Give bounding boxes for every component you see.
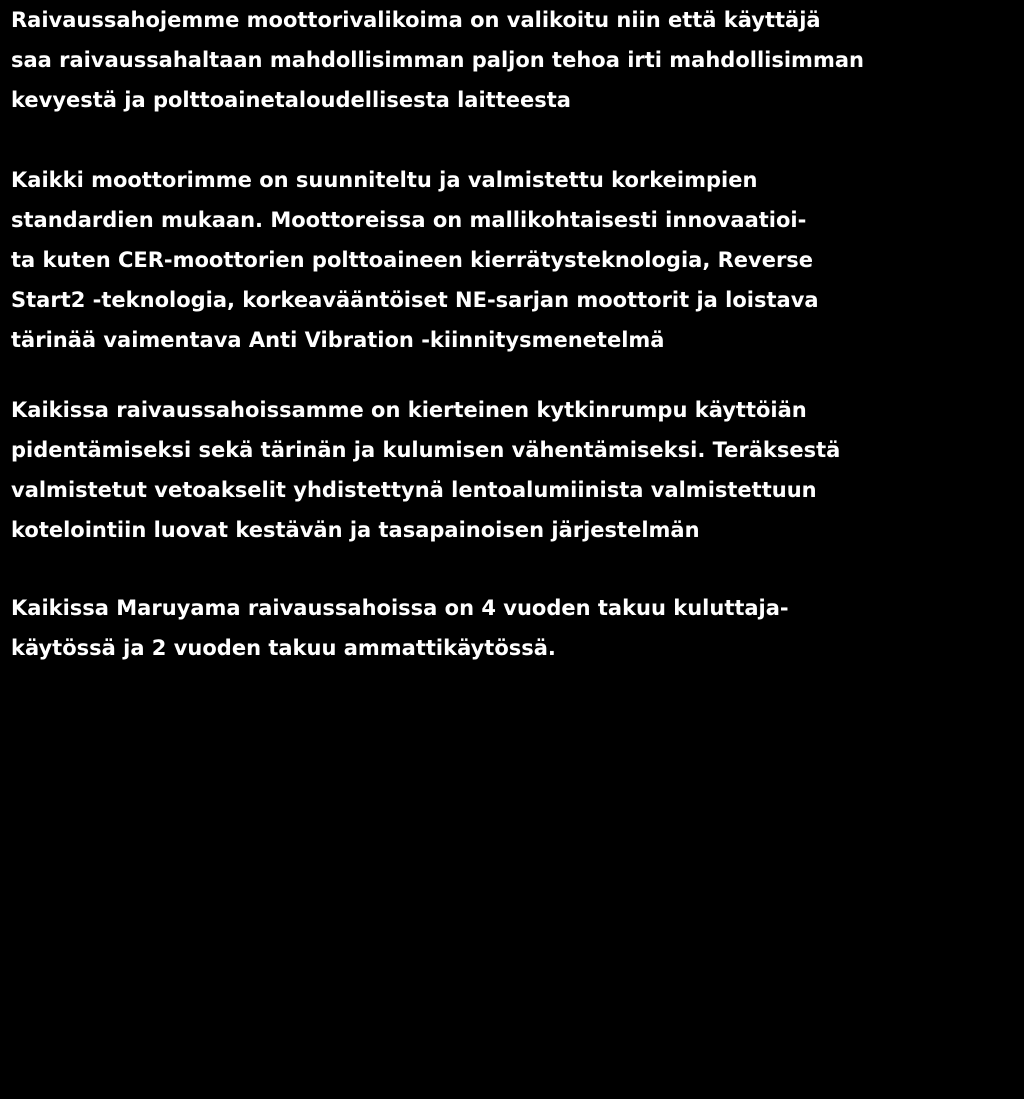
paragraph-engine-selection <box>11 0 1011 120</box>
text-line: ta kuten CER-moottorien polttoaineen kierrätysteknologia, Reverse <box>11 248 814 272</box>
text-line: standardien mukaan. Moottoreissa on mallikohtaisesti innovaatioi- <box>11 208 807 232</box>
text-line: Raivaussahojemme moottorivalikoima on valikoitu niin että käyttäjä <box>11 8 821 32</box>
paragraph-engine-standards <box>11 160 1011 360</box>
paragraph-clutch-drum <box>11 390 1011 550</box>
text-line: Kaikissa Maruyama raivaussahoissa on 4 vuoden takuu kuluttaja- <box>11 596 789 620</box>
text-line: tärinää vaimentava Anti Vibration -kiinnitysmenetelmä <box>11 328 665 352</box>
text-line: Start2 -teknologia, korkeavääntöiset NE-sarjan moottorit ja loistava <box>11 288 819 312</box>
text-line: Kaikki moottorimme on suunniteltu ja valmistettu korkeimpien <box>11 168 758 192</box>
text-line: valmistetut vetoakselit yhdistettynä lentoalumiinista valmistettuun <box>11 478 817 502</box>
text-line: kevyestä ja polttoainetaloudellisesta laitteesta <box>11 88 571 112</box>
paragraph-warranty <box>11 588 1011 668</box>
text-line: saa raivaussahaltaan mahdollisimman paljon tehoa irti mahdollisimman <box>11 48 864 72</box>
text-line: Kaikissa raivaussahoissamme on kierteinen kytkinrumpu käyttöiän <box>11 398 807 422</box>
text-line: kotelointiin luovat kestävän ja tasapainoisen järjestelmän <box>11 518 700 542</box>
text-line: käytössä ja 2 vuoden takuu ammattikäytössä. <box>11 636 556 660</box>
text-line: pidentämiseksi sekä tärinän ja kulumisen vähentämiseksi. Teräksestä <box>11 438 841 462</box>
